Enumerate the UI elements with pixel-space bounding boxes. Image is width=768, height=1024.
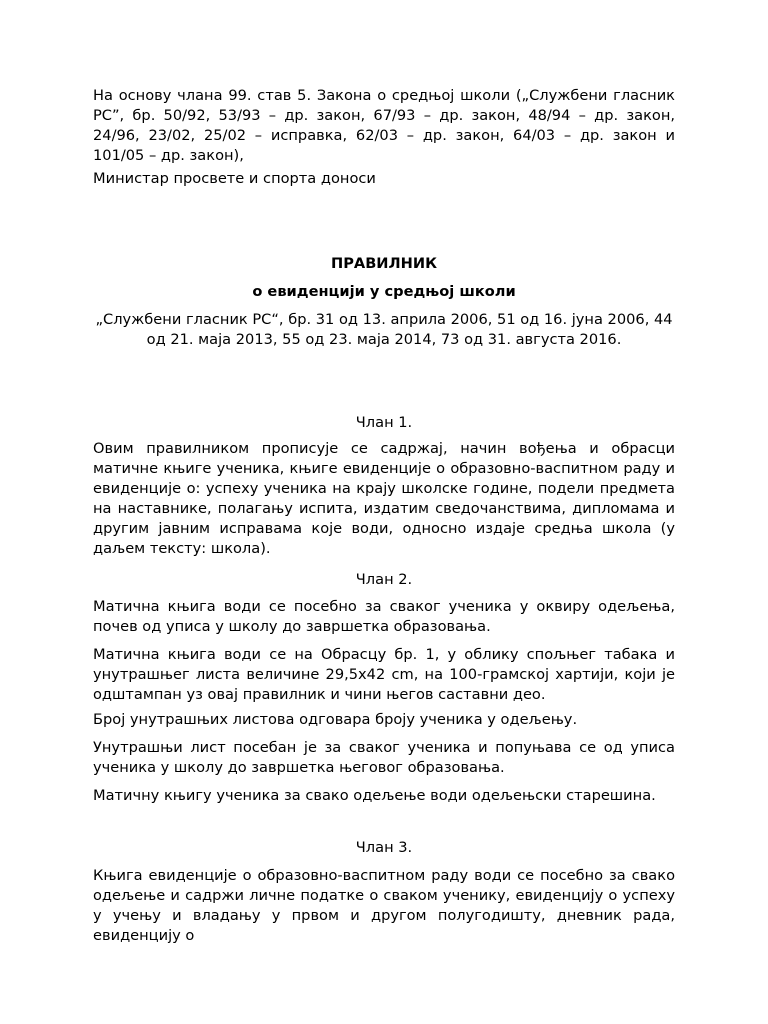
article-2-label: Члан 2. — [355, 571, 413, 588]
article-3-paragraph: Књига евиденције о образовно-васпитном раду води се посебно за свако одељење и садржи личне податке о сваком ученику, евиденцију о успеху у учењу и владању у првом и другом полугодишту, дневник рада, евиденцију о — [93, 867, 675, 944]
document-subtitle: о евиденцији у средњој школи — [252, 283, 516, 300]
article-3-label: Члан 3. — [355, 839, 413, 856]
document-title: ПРАВИЛНИК — [330, 255, 438, 272]
article-1-paragraph: Овим правилником прописује се садржај, начин вођења и обрасци матичне књиге ученика, књиге евиденције о образовно-васпитном раду и евиденције о: успеху ученика на крају школске године, подели предмета на наставнике, полагању испита, издатим сведочанствима, дипломама и другим јавним исправама које води, односно издаје средња школа (у даљем тексту: школа). — [93, 440, 675, 557]
preamble-issuer: Министар просвете и спорта доноси — [93, 170, 376, 187]
article-2-paragraph-2: Матична књига води се на Обрасцу бр. 1, у облику спољњег табака и унутрашњег листа величине 29,5х42 cm, на 100-грамској хартији, који је одштампан уз овај правилник и чини његов саставни део. — [93, 646, 675, 703]
article-2-paragraph-5: Матичну књигу ученика за свако одељење води одељењски старешина. — [93, 787, 656, 804]
gazette-reference-line-1: „Службени гласник РС“, бр. 31 од 13. априла 2006, 51 од 16. јуна 2006, 44 — [95, 311, 673, 328]
article-2-paragraph-3: Број унутрашњих листова одговара броју ученика у одељењу. — [93, 711, 578, 728]
article-2-paragraph-4: Унутрашњи лист посебан је за сваког ученика и попуњава се од уписа ученика у школу до завршетка његовог образовања. — [93, 739, 675, 776]
article-2-paragraph-1: Матична књига води се посебно за сваког ученика у оквиру одељења, почев од уписа у школу до завршетка образовања. — [93, 598, 675, 635]
gazette-reference-line-2: од 21. маја 2013, 55 од 23. маја 2014, 73 од 31. августа 2016. — [146, 331, 622, 348]
preamble-legal-basis: На основу члана 99. став 5. Закона о средњој школи („Службени гласник РС”, бр. 50/92, 53/93 – др. закон, 67/93 – др. закон, 48/94 – др. закон, 24/96, 23/02, 25/02 – исправка, 62/03 – др. закон, 64/03 – др. закон и 101/05 – др. закон), — [93, 87, 675, 164]
article-1-label: Члан 1. — [355, 414, 413, 431]
